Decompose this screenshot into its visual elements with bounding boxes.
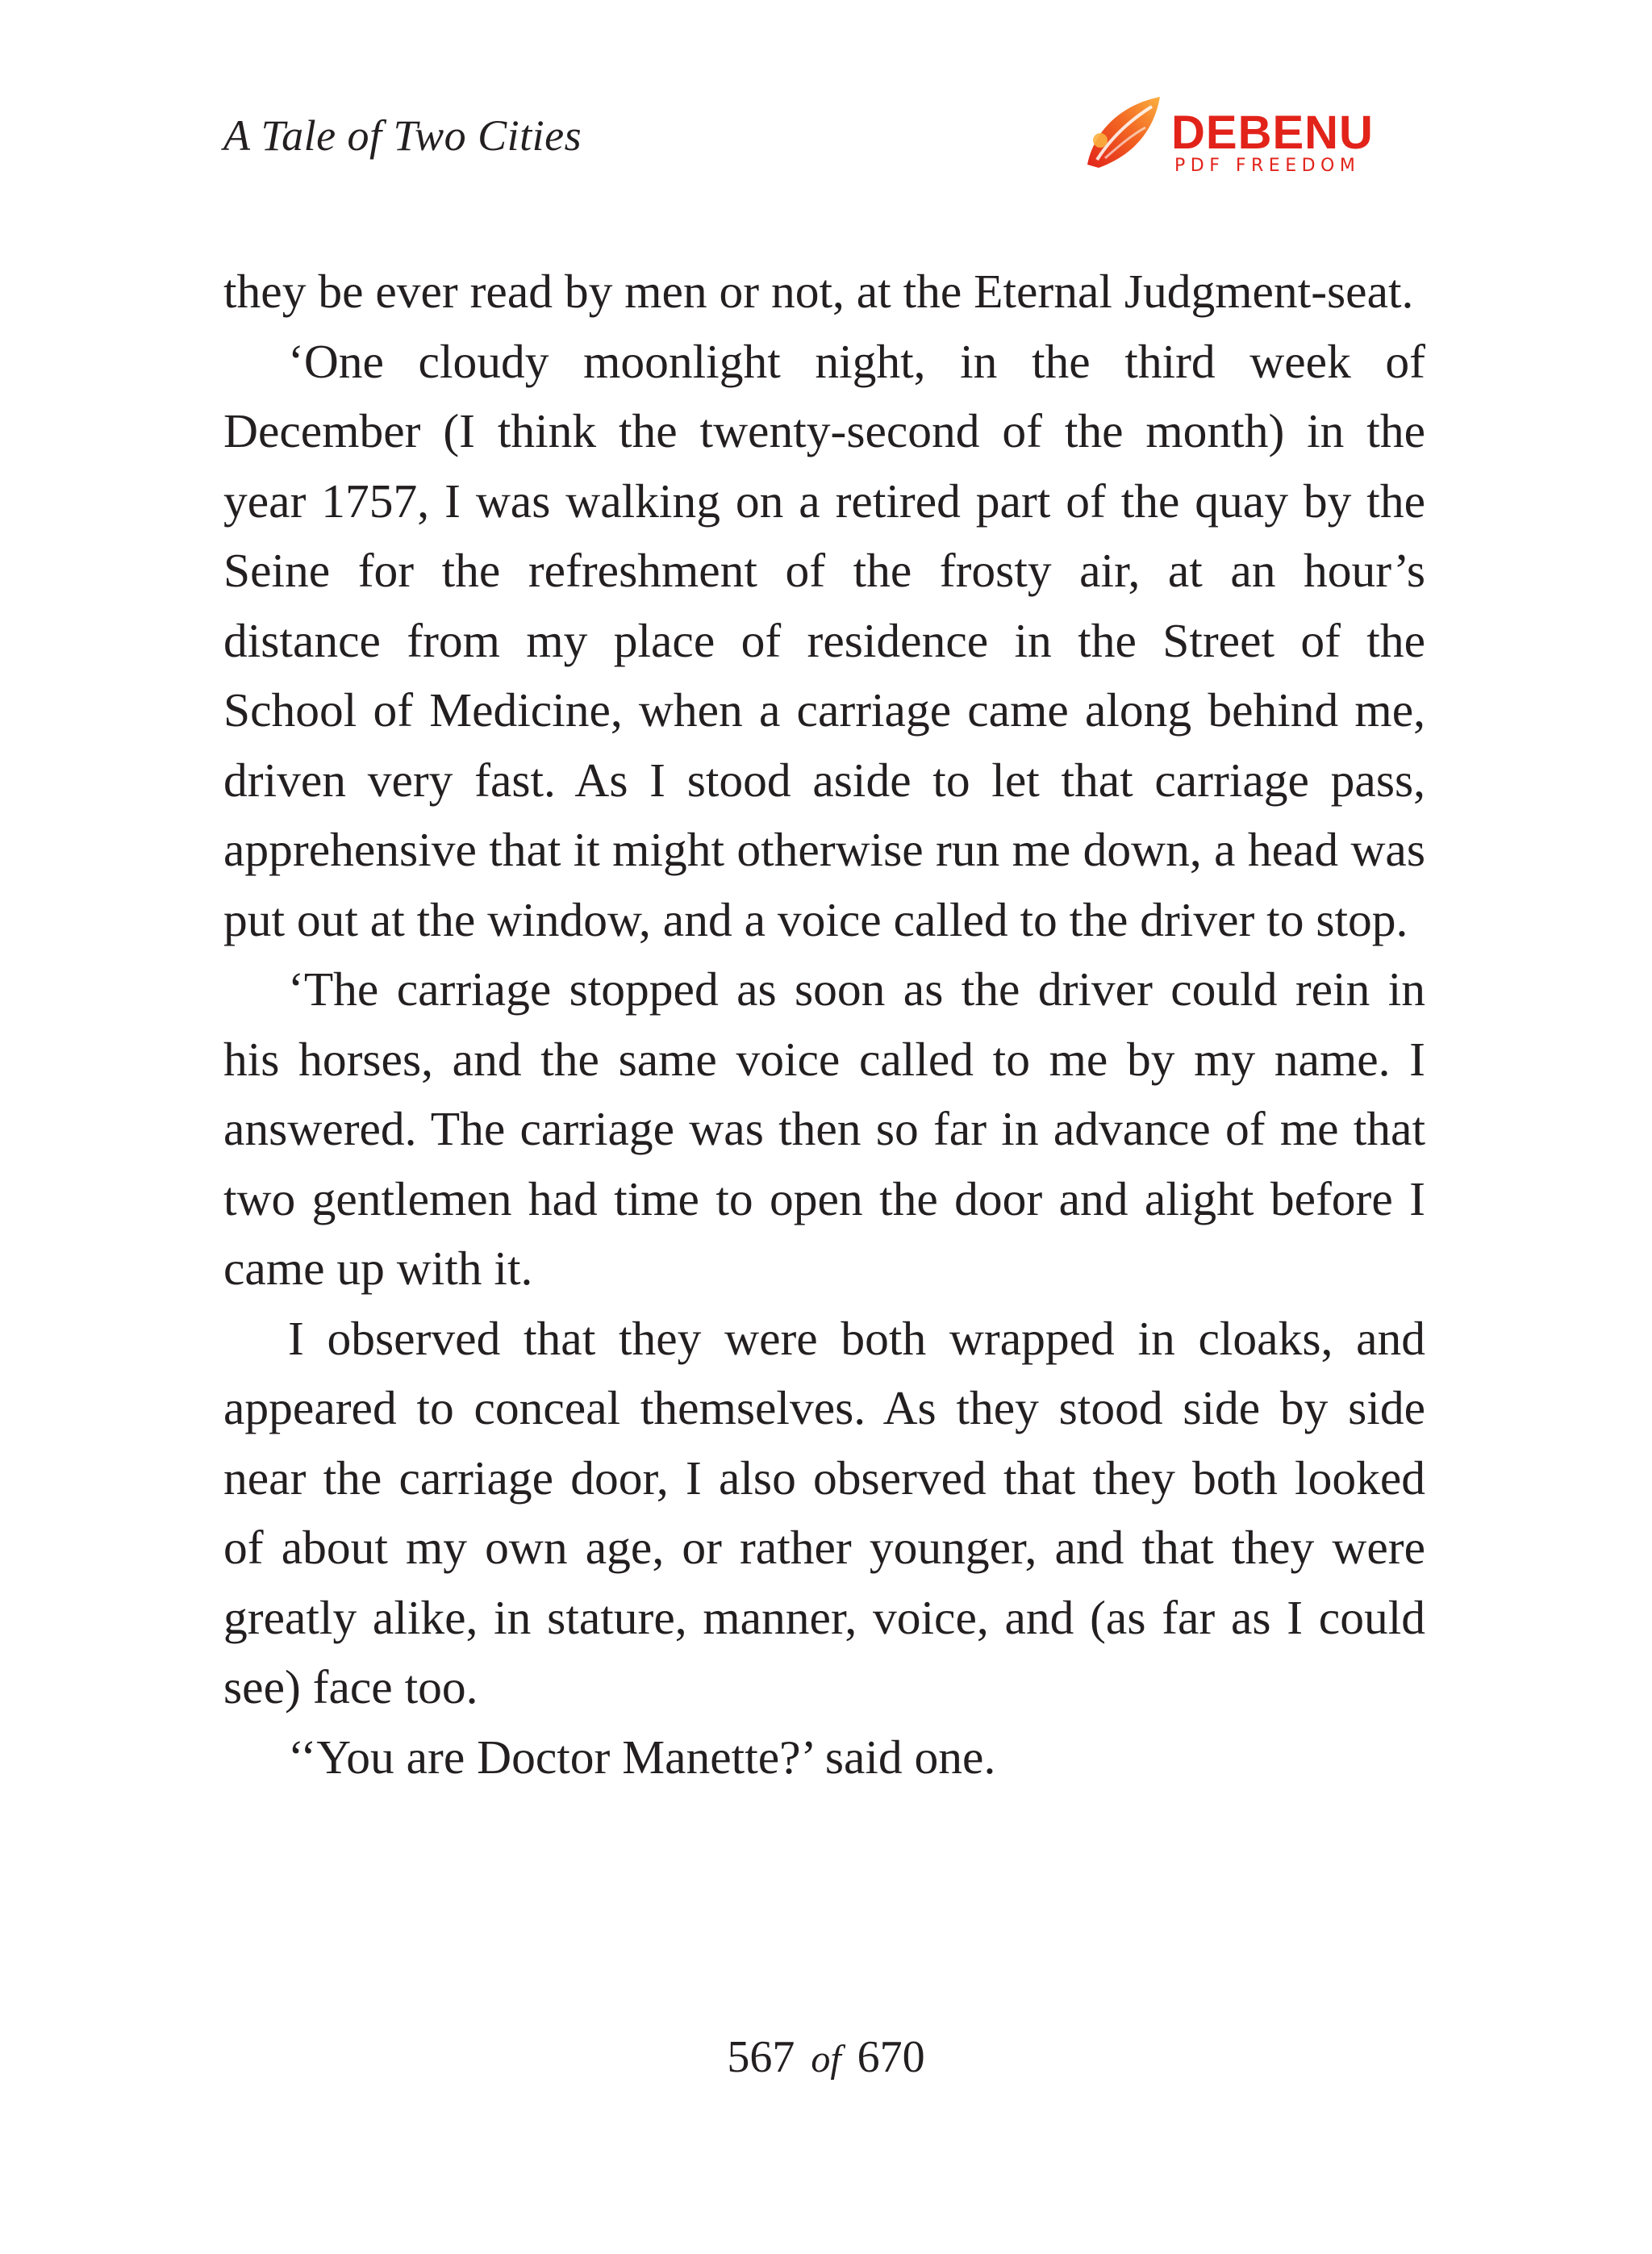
page-number [0,2025,1652,2092]
paragraph: they be ever read by men or not, at the Eternal Judgment-seat. [223,265,1414,318]
logo-tagline: PDF FREEDOM [1174,156,1361,176]
paragraph: ‘‘You are Doctor Manette?’ said one. [288,1730,996,1784]
debenu-logo [1081,90,1374,179]
current-page: 567 [727,2032,795,2082]
paragraph: ‘The carriage stopped as soon as the driver could rein in his horses, and the same voice called to me by my name. I answered. The carriage was then so far in advance of me that two gentlemen had time to open the door and alight before I came up with it. [223,962,1425,1295]
paragraph: ‘One cloudy moonlight night, in the third week of December (I think the twenty-second of the month) in the year 1757, I was walking on a retired part of the quay by the Seine for the refreshment of the frosty air, at an hour’s distance from my place of residence in the Street of the School of Medicine, when a carriage came along behind me, driven very fast. As I stood aside to let that carriage pass, apprehensive that it might otherwise run me down, a head was put out at the window, and a voice called to the driver to stop. [223,334,1425,946]
page-of-label: of [811,2038,841,2081]
body-text [223,257,1425,1792]
paragraph: I observed that they were both wrapped in cloaks, and appeared to conceal themselves. As they stood side by side near the carriage door, I also observed that they both looked of about my own age, or rather younger, and that they were greatly alike, in stature, manner, voice, and (as far as I could see) face too. [223,1311,1425,1713]
running-title: A Tale of Two Cities [223,111,582,160]
flame-leaf-icon [1081,90,1170,179]
total-pages: 670 [857,2032,925,2082]
logo-wordmark: DEBENU [1171,106,1374,159]
